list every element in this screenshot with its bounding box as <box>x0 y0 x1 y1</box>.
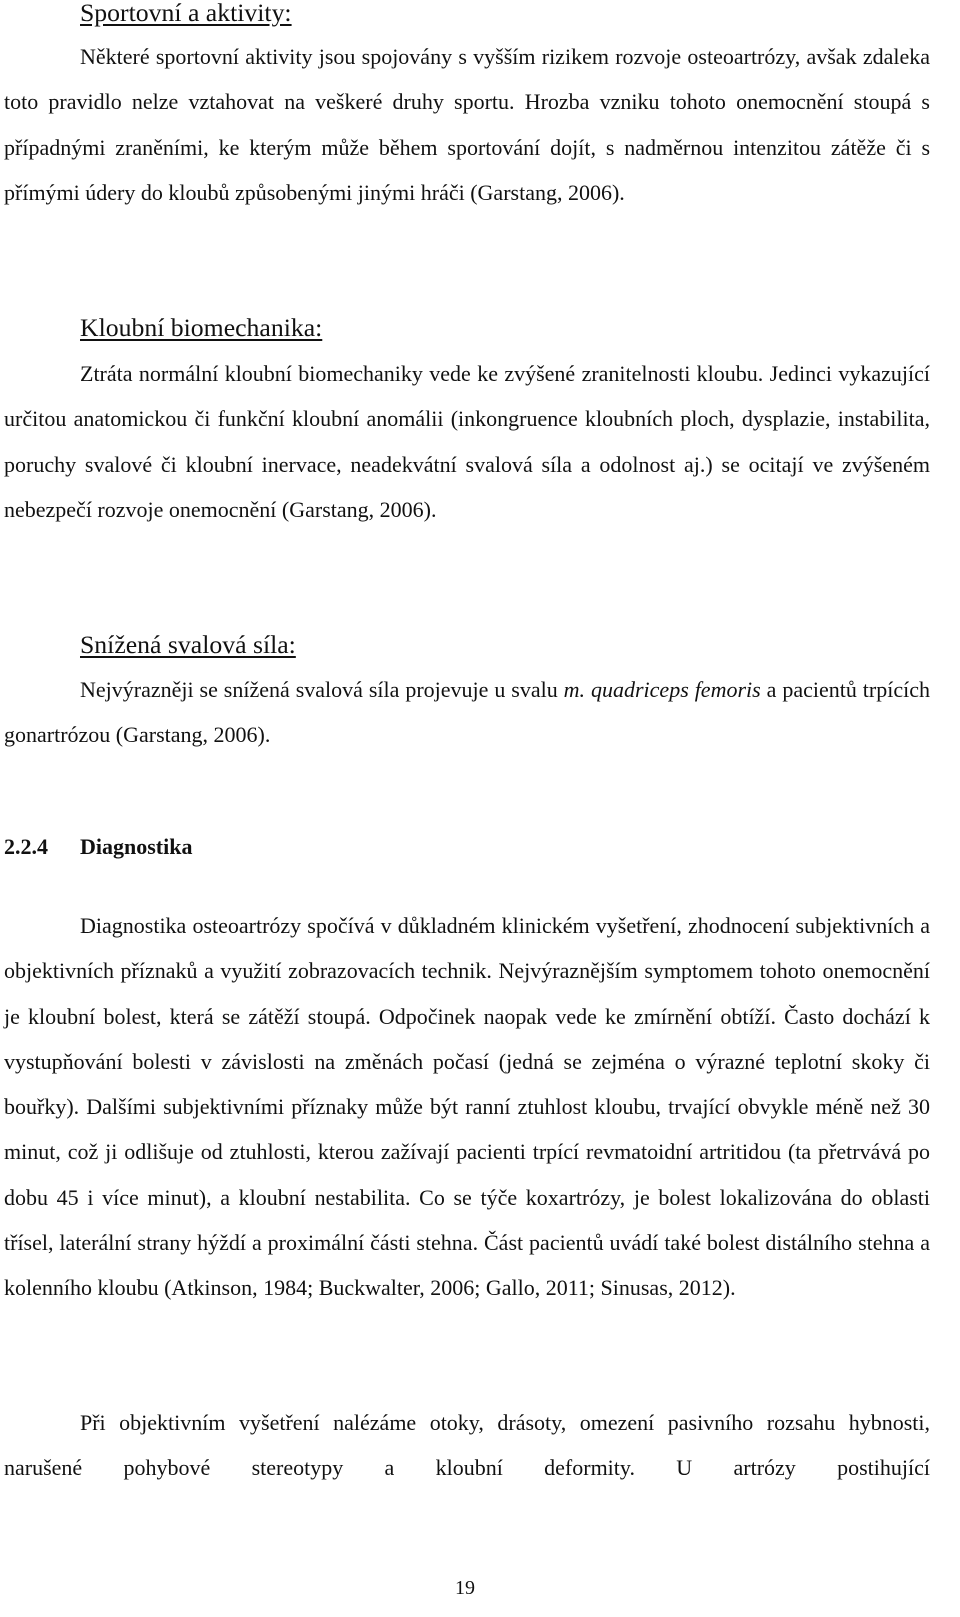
paragraph-diagnostika-2 <box>4 1400 930 1491</box>
paragraph-diagnostika-1-text: Diagnostika osteoartrózy spočívá v důkladném klinickém vyšetření, zhodnocení subjektivních a objektivních příznaků a využití zobrazovacích technik. Nejvýraznějším symptomem tohoto onemocnění je kloubní bolest, která se zátěží stoupá. Odpočinek naopak vede ke zmírnění obtíží. Často dochází k vystupňování bolesti v závislosti na změnách počasí (jedná se zejména o výrazné teplotní skoky či bouřky). Dalšími subjektivními příznaky může být ranní ztuhlost kloubu, trvající obvykle méně než 30 minut, což ji odlišuje od ztuhlosti, kterou zažívají pacienti trpící revmatoidní artritidou (ta přetrvává po dobu 45 i více minut), a kloubní nestabilita. Co se týče koxartrózy, je bolest lokalizována do oblasti třísel, laterální strany hýždí a proximální části stehna. Část pacientů uvádí také bolest distálního stehna a kolenního kloubu (Atkinson, 1984; Buckwalter, 2006; Gallo, 2011; Sinusas, 2012). <box>4 913 930 1301</box>
section-number: 2.2.4 <box>4 834 48 859</box>
paragraph-sport-text: Některé sportovní aktivity jsou spojovány s vyšším rizikem rozvoje osteoartrózy, avšak zdaleka toto pravidlo nelze vztahovat na veškeré druhy sportu. Hrozba vzniku tohoto onemocnění stoupá s případnými zraněními, ke kterým může během sportování dojít, s nadměrnou intenzitou zátěže či s přímými údery do kloubů způsobenými jinými hráči (Garstang, 2006). <box>4 44 930 205</box>
muscle-text-italic: m. quadriceps femoris <box>563 677 761 702</box>
section-title-text: Diagnostika <box>80 834 193 859</box>
heading-biomechanics: Kloubní biomechanika: <box>80 313 323 342</box>
paragraph-muscle-strength <box>4 667 930 758</box>
heading-muscle-strength: Snížená svalová síla: <box>80 630 296 659</box>
paragraph-muscle-strength-text <box>4 667 930 758</box>
heading-sport: Sportovní a aktivity: <box>80 0 292 27</box>
paragraph-biomechanics <box>4 351 930 532</box>
paragraph-diagnostika-2-text: Při objektivním vyšetření nalézáme otoky, drásoty, omezení pasivního rozsahu hybnosti, narušené pohybové stereotypy a kloubní deformity. U artrózy postihující <box>4 1410 930 1481</box>
paragraph-diagnostika-1 <box>4 903 930 1311</box>
page-number: 19 <box>455 1577 475 1599</box>
muscle-text-after: a pacientů trpících gonartrózou (Garstang, 2006). <box>4 677 930 748</box>
muscle-text-before: Nejvýrazněji se snížená svalová síla projevuje u svalu <box>80 677 564 702</box>
paragraph-biomechanics-text: Ztráta normální kloubní biomechaniky vede ke zvýšené zranitelnosti kloubu. Jedinci vykazující určitou anatomickou či funkční kloubní anomálii (inkongruence kloubních ploch, dysplazie, instabilita, poruchy svalové či kloubní inervace, neadekvátní svalová síla a odolnost aj.) se ocitají ve zvýšeném nebezpečí rozvoje onemocnění (Garstang, 2006). <box>4 361 930 522</box>
section-title-diagnostika <box>4 830 192 864</box>
paragraph-sport <box>4 34 930 215</box>
